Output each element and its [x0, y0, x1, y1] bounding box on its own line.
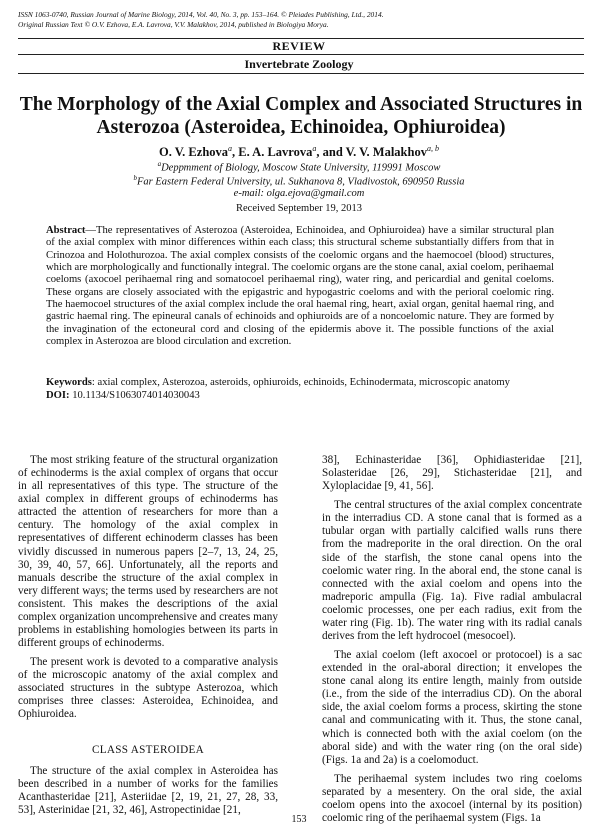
- body-paragraph: The central structures of the axial complex concentrate in the interradius CD. A stone canal that is formed as a tubular organ with partially calcified walls runs there from the madreporite in the oral direction. On the oral side of the starfish, the stone canal opens into the coelomic water ring. In the aboral end, the stone canal is connected with the axial coelom and opens into the madreporic ampulla (Fig. 1a). Five radial ambulacral coelomic processes, one per each radius, exit from the water ring (Fig. 1b). The water ring with its radial canals derives from the left hydrocoel (mesocoel).: [322, 499, 582, 643]
- contact-email: e-mail: olga.ejova@gmail.com: [233, 188, 365, 199]
- section-heading: CLASS ASTEROIDEA: [91, 743, 205, 756]
- bottom-rule: [18, 73, 584, 74]
- abstract-text: —The representatives of Asterozoa (Asteroidea, Echinoidea, and Ophiuroidea) have a similar structural plan of the axial complex with minor differences within each class; this structural scheme substantially differs from that in Crinozoa and Holothurozoa. The axial complex consists of the coelomic organs and the haemocoel (blood) structures, which are morphologically and functionally integral. The coelomic organs are the stone canal, axial coelom, perihaemal coeloms (axocoel perihaemal ring and somatocoel perihaemal ring), water ring, and pericardial and genital coeloms. These organs are closely associated with the epigastric and hypogastric coeloms and with the perioral coelomic ring. The haemocoel structures of the axial complex include the oral haemal ring, heart, axial organ, genital haemal ring, and gastric haemal ring. The epineural canals of echinoids and ophiuroids are of a noncoelomic nature. They are formed by the invagination of the ectoneural cord and closing of the epidermis above it. The possible functions of the axial complex in Asterozoa are blood circulation and excretion.: [46, 225, 554, 348]
- author-2: E. A. Lavrova: [238, 145, 313, 160]
- mid-rule: [18, 54, 584, 55]
- left-column: [18, 454, 278, 823]
- affiliation-a-text: Depртment of Biology, Moscow State University, 119991 Moscow: [161, 162, 441, 174]
- journal-header: [18, 10, 584, 30]
- section-label: REVIEW: [272, 39, 326, 53]
- author-3-affiliation: a, b: [426, 144, 439, 153]
- abstract: [46, 225, 554, 348]
- affiliation-a-marker: a: [157, 160, 162, 168]
- journal-header-line-1: ISSN 1063-0740, Russian Journal of Marine Biology, 2014, Vol. 40, No. 3, pp. 153–164. © Pleiades Publishing, Ltd., 2014.: [18, 10, 384, 19]
- author-1-affiliation: a: [228, 144, 233, 153]
- keywords-label: Keywords: [46, 377, 92, 388]
- affiliation-b-marker: b: [133, 174, 137, 182]
- affiliation-b-text: Far Eastern Federal University, ul. Sukhanova 8, Vladivostok, 690950 Russia: [137, 176, 465, 188]
- body-paragraph: 38], Echinasteridae [36], Ophidiasteridae [21], Solasteridae [26, 29], Stichasteridae [21], and Xyloplacidae [9, 41, 56].: [322, 454, 582, 493]
- body-paragraph: The axial coelom (left axocoel or protocoel) is a sac extended in the oral-aboral direction; it envelopes the stone canal along its entire length, mainly from outside (i.e., from the side of the interradius CD). On the aboral side, the axial coelom forms a process, skirting the stone canal and communicating with it. Thus, the stone canal, which is connected both with the axial coelom (on the aboral side) and with the water ring (on the oral side) (Figs. 1a and 2a) is a coelomoduct.: [322, 649, 582, 766]
- author-1: O. V. Ezhova: [159, 145, 229, 160]
- author-2-affiliation: a: [312, 144, 317, 153]
- affiliation-b: [0, 174, 598, 188]
- doi-label: DOI:: [46, 390, 70, 401]
- right-column: [322, 454, 582, 831]
- doi: [46, 390, 200, 401]
- page-number: 153: [291, 814, 307, 825]
- affiliation-a: [0, 160, 598, 174]
- keywords: [46, 376, 566, 390]
- journal-header-line-2: Original Russian Text © O.V. Ezhova, E.A. Lavrova, V.V. Malakhov, 2014, published in Biologiya Morya.: [18, 20, 329, 29]
- body-paragraph: The present work is devoted to a comparative analysis of the microscopic anatomy of the axial complex and associated structures in the subtype Asterozoa, which comprises three classes: Asteroidea, Echinoidea, and Ophiuroidea.: [18, 656, 278, 721]
- subsection-label: Invertebrate Zoology: [244, 57, 354, 71]
- doi-value: 10.1134/S1063074014030043: [69, 390, 200, 401]
- author-list: O. V. Ezhova$^a$, E. A. Lavrova$^a$, and V. V. Malakhov$^{a, b}$: [159, 144, 439, 160]
- body-paragraph: The most striking feature of the structural organization of echinoderms is the axial complex of organs that occur in all representatives of this type. The structure of the axial complex in different groups of echinoderms has attracted the attention of researchers for more than a century. The homology of the axial complex in representatives of different echinoderm classes has been vividly discussed in numerous papers [2–7, 13, 24, 25, 30, 39, 40, 57, 66]. Unfortunately, all the reports and manuals describe the structure of the axial complex in very different ways; the terms used by researchers are not consistent. This makes the descriptions of the axial complex organization uncomprehensive and creates many problems in establishing homologies between its parts in different groups of echinoderms.: [18, 454, 278, 650]
- keywords-text: : axial complex, Asterozoa, asteroids, ophiuroids, echinoids, Echinodermata, microscopic anatomy: [91, 377, 510, 388]
- paper-title: The Morphology of the Axial Complex and Associated Structures in Asterozoa (Asteroidea, Echinoidea, Ophiuroidea): [19, 94, 583, 138]
- body-paragraph: The perihaemal system includes two ring coeloms separated by a mesentery. On the oral side, the axial coelom opens into the axocoel (internal by its position) coelomic ring of the perihaemal system (Figs. 1a: [322, 772, 582, 825]
- author-3: and V. V. Malakhov: [322, 145, 427, 160]
- abstract-label: Abstract: [46, 225, 86, 236]
- received-date: Received September 19, 2013: [236, 203, 362, 214]
- body-paragraph: The structure of the axial complex in Asteroidea has been described in a number of works for the families Acanthasteridae [21], Asteriidae [2, 19, 21, 27, 28, 33, 53], Asterinidae [21, 32, 46], Astropectinidae [21,: [18, 764, 278, 816]
